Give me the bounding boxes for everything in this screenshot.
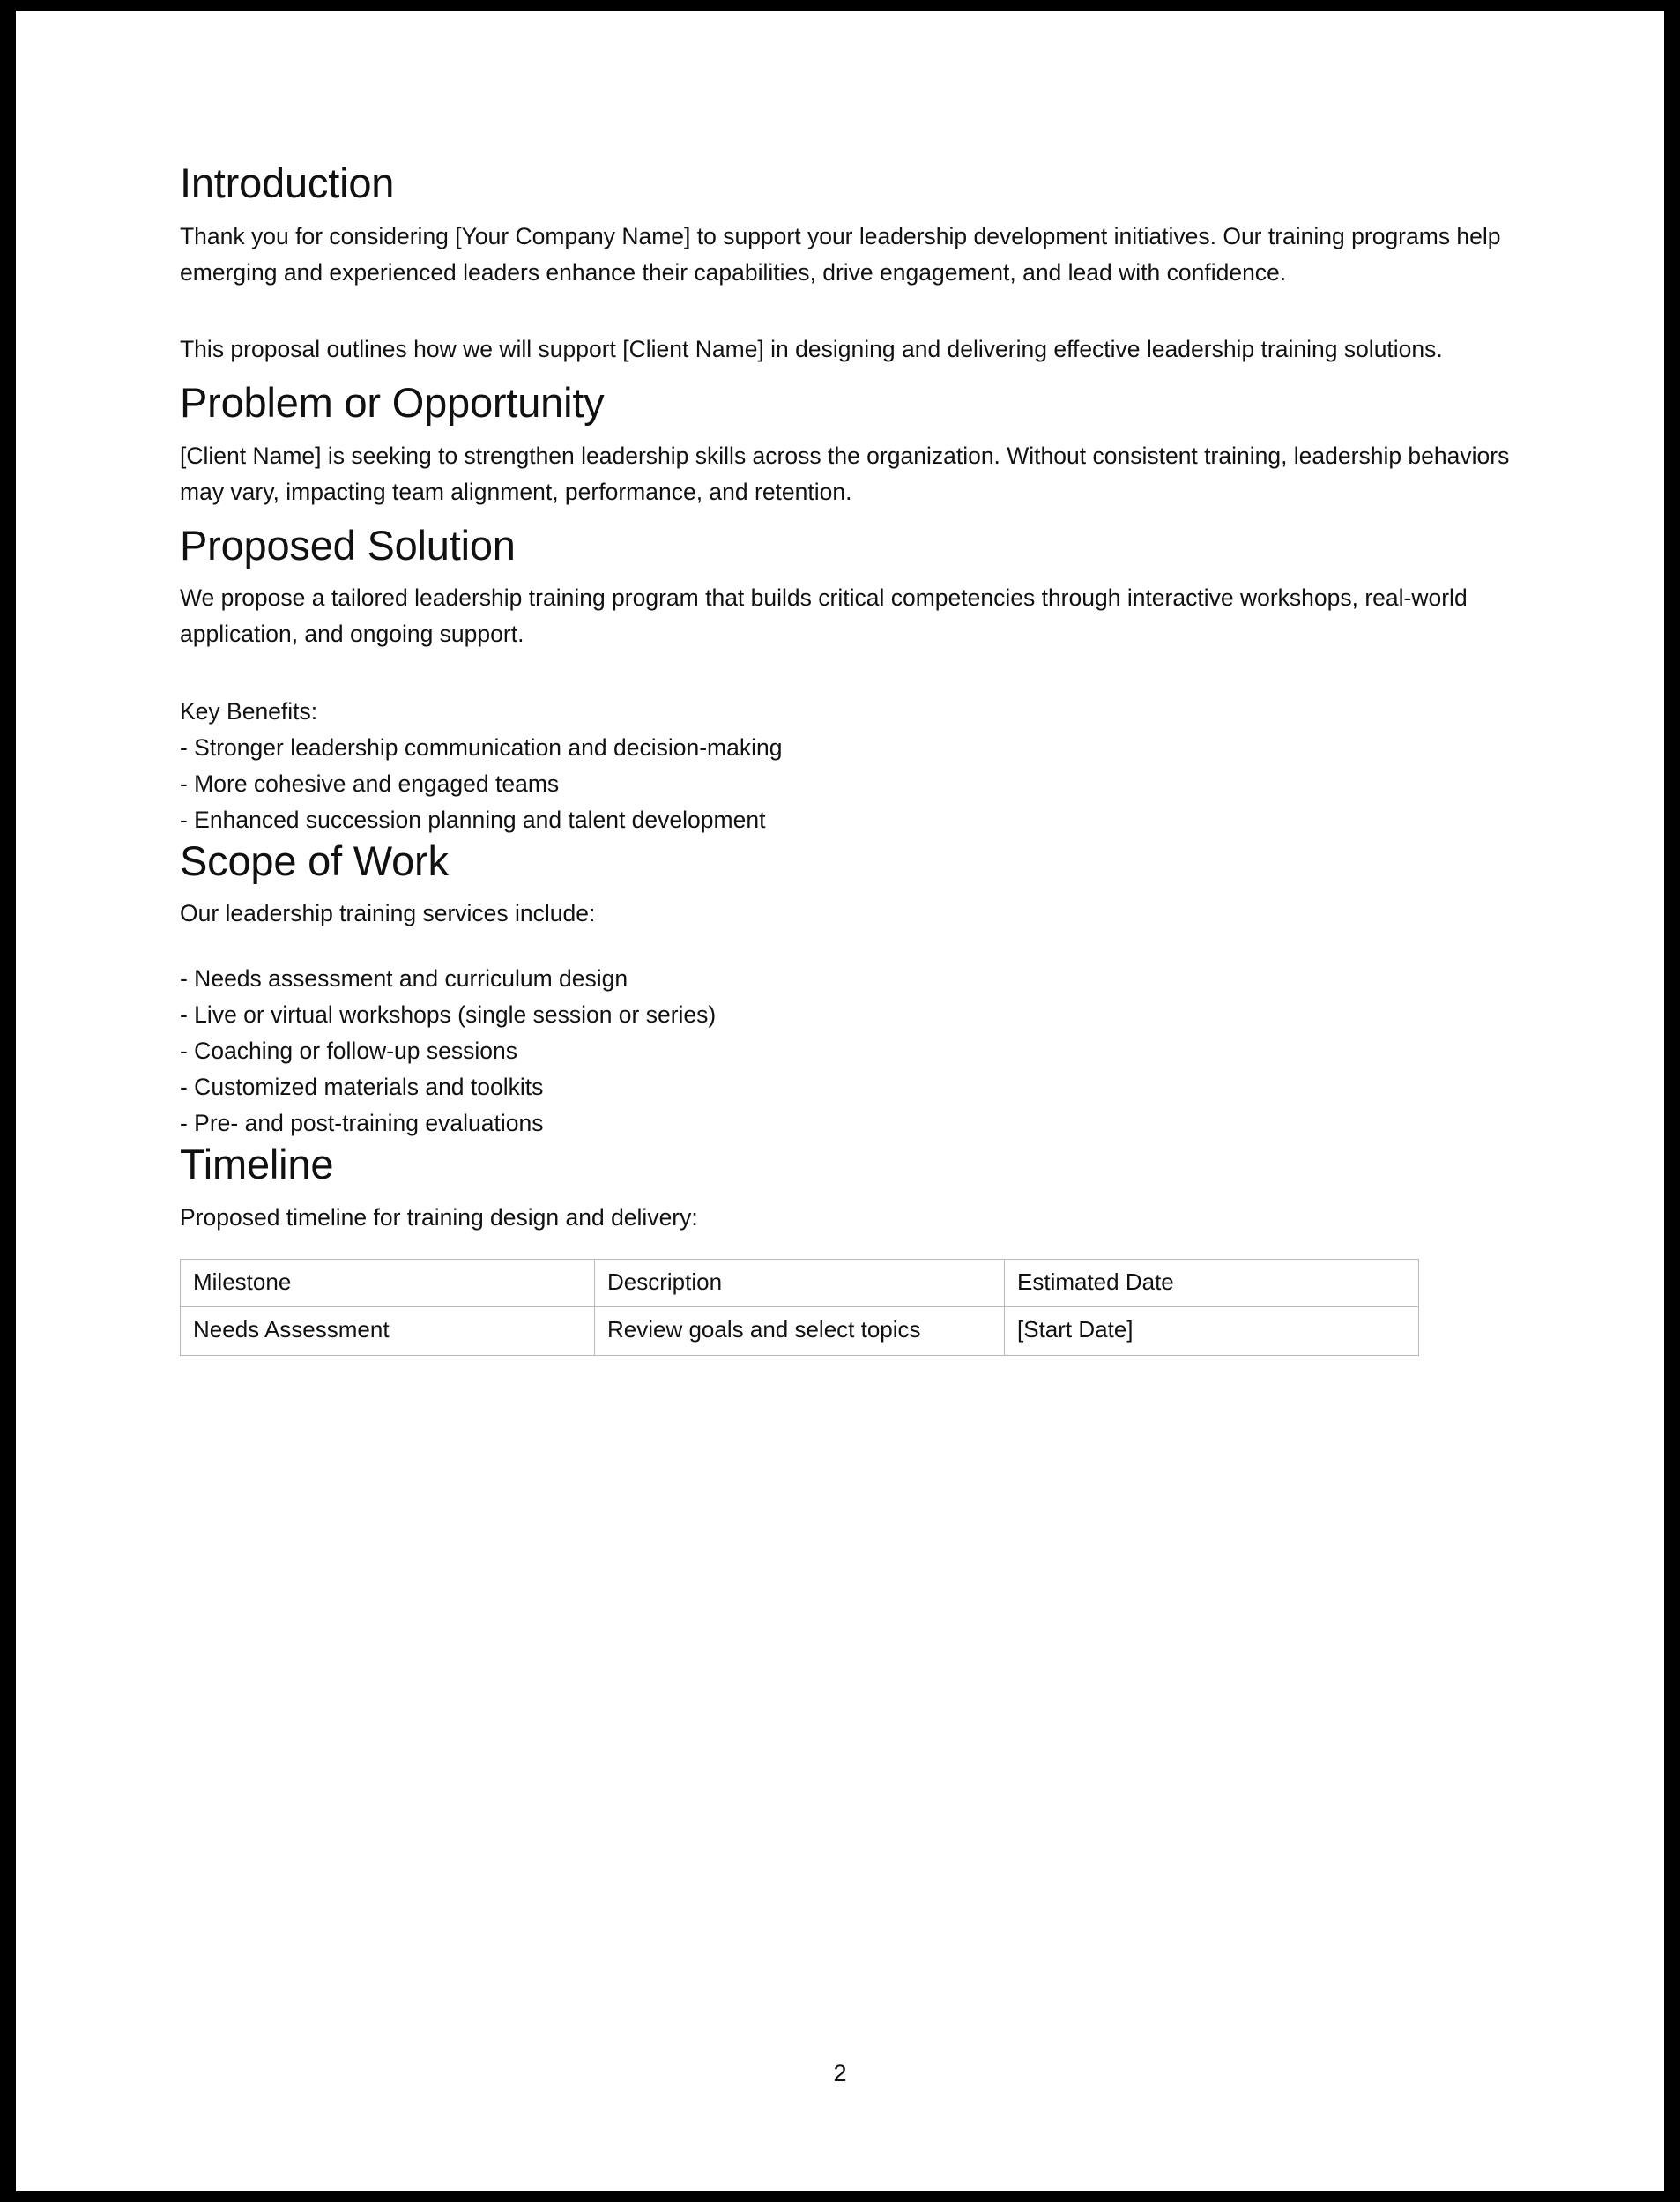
heading-timeline: Timeline <box>180 1140 334 1187</box>
table-cell-estimated-date: [Start Date] <box>1005 1307 1419 1356</box>
paragraph-introduction-1: Thank you for considering [Your Company Name] to support your leadership development initiatives. Our training programs help emerging and experienced leaders enhance their capabilities, drive engagement, and lead with confidence. <box>180 222 1501 286</box>
table-cell-description: Review goals and select topics <box>595 1307 1005 1356</box>
list-item: - Enhanced succession planning and talent development <box>180 806 766 833</box>
table-header-cell-estimated-date: Estimated Date <box>1005 1259 1419 1307</box>
label-key-benefits: Key Benefits: <box>180 697 318 725</box>
page-number: 2 <box>833 2060 847 2087</box>
table-header-cell-milestone: Milestone <box>181 1259 595 1307</box>
paragraph-solution-1: We propose a tailored leadership training program that builds critical competencies through interactive workshops, real-world application, and ongoing support. <box>180 584 1468 648</box>
paragraph-introduction-2: This proposal outlines how we will support [Client Name] in designing and delivering effective leadership training solutions. <box>180 335 1443 362</box>
document-page <box>16 11 1664 2191</box>
paragraph-scope-1: Our leadership training services include: <box>180 900 596 927</box>
heading-scope-of-work: Scope of Work <box>180 837 449 884</box>
list-scope-services <box>180 961 1537 1142</box>
table-header-cell-description: Description <box>595 1259 1005 1307</box>
list-item: - Needs assessment and curriculum design <box>180 964 628 992</box>
heading-problem-or-opportunity: Problem or Opportunity <box>180 378 605 426</box>
list-item: - More cohesive and engaged teams <box>180 770 560 797</box>
list-item: - Pre- and post-training evaluations <box>180 1109 544 1136</box>
timeline-table <box>180 1259 1419 1356</box>
paragraph-spacer <box>180 666 1537 694</box>
heading-introduction: Introduction <box>180 160 395 206</box>
document-body <box>180 160 1537 1356</box>
list-item: - Coaching or follow-up sessions <box>180 1037 517 1064</box>
list-item: - Stronger leadership communication and decision-making <box>180 733 783 761</box>
list-item: - Live or virtual workshops (single session or series) <box>180 1001 717 1028</box>
heading-proposed-solution: Proposed Solution <box>180 521 516 569</box>
paragraph-spacer <box>180 933 1537 961</box>
table-row <box>181 1307 1419 1356</box>
table-cell-milestone: Needs Assessment <box>181 1307 595 1356</box>
paragraph-timeline-1: Proposed timeline for training design and delivery: <box>180 1203 698 1231</box>
list-key-benefits <box>180 730 1537 838</box>
paragraph-spacer <box>180 303 1537 331</box>
list-item: - Customized materials and toolkits <box>180 1073 544 1100</box>
table-header-row <box>181 1259 1419 1307</box>
paragraph-problem-1: [Client Name] is seeking to strengthen leadership skills across the organization. Without consistent training, leadership behaviors may vary, impacting team alignment, performance, and retention. <box>180 442 1510 505</box>
